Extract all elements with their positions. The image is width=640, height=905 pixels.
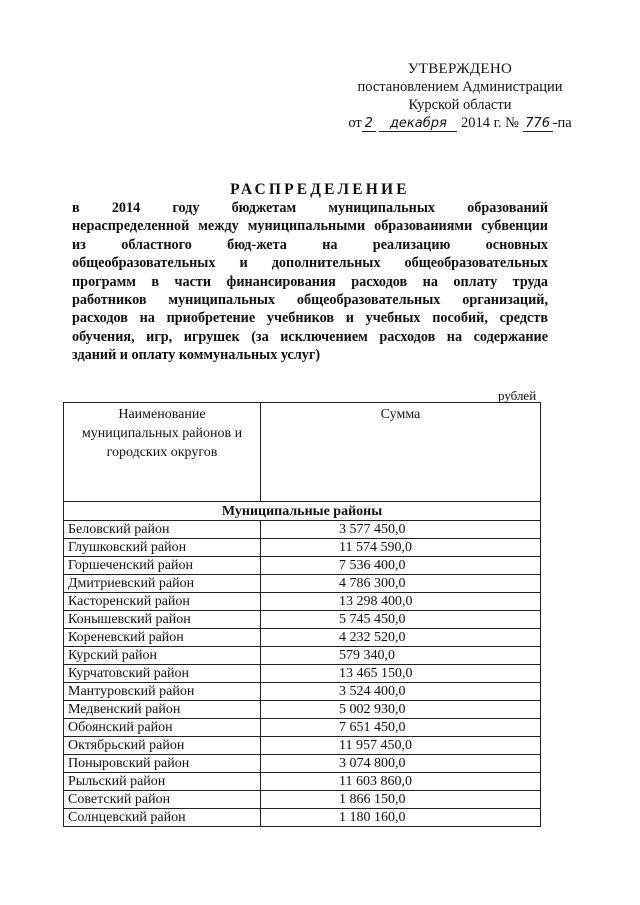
header-name [64,403,261,502]
district-amount: 1 180 160,0 [260,809,540,827]
district-amount: 7 536 400,0 [260,557,540,575]
district-amount: 13 465 150,0 [260,665,540,683]
approval-date-line [330,114,590,132]
table-body [64,502,541,827]
district-amount: 4 232 520,0 [260,629,540,647]
district-amount: 5 745 450,0 [260,611,540,629]
district-name: Дмитриевский район [64,575,261,593]
table-row [64,683,541,701]
district-name: Беловский район [64,521,261,539]
date-month: декабря [379,117,457,132]
subtitle-line: программ в части финансирования расходов на оплату труда [72,273,548,290]
date-prefix: от [348,115,362,131]
document-number-suffix: -па [552,115,572,131]
district-amount: 579 340,0 [260,647,540,665]
table-row [64,539,541,557]
subtitle-line: нераспределенной между муниципальными образованиями субвенции [72,218,548,235]
district-name: Мантуровский район [64,683,261,701]
section-title: Муниципальные районы [64,502,541,521]
district-name: Курчатовский район [64,665,261,683]
header-name-text: Наименование муниципальных районов и городских округов [81,407,243,460]
approval-line-1: постановлением Администрации [357,79,563,95]
table-row [64,575,541,593]
table-row [64,701,541,719]
units-label: рублей [498,388,537,403]
table-section-row [64,502,541,521]
subtitle-line: расходов на приобретение учебников и учебных пособий, средств [72,310,548,327]
district-name: Кореневский район [64,629,261,647]
table-row [64,719,541,737]
subtitle-line: работников муниципальных общеобразовательных организаций, [72,292,548,309]
subtitle-line: обучения, игр, игрушек (за исключением расходов на содержание [72,328,548,345]
header-sum: Сумма [260,403,540,502]
approval-title: УТВЕРЖДЕНО [407,61,513,77]
table-row [64,521,541,539]
district-amount: 11 574 590,0 [260,539,540,557]
approval-block [330,60,590,132]
district-amount: 3 524 400,0 [260,683,540,701]
table-row [64,665,541,683]
district-amount: 1 866 150,0 [260,791,540,809]
district-name: Октябрьский район [64,737,261,755]
table-row [64,755,541,773]
district-name: Глушковский район [64,539,261,557]
document-subtitle [72,199,548,365]
district-name: Советский район [64,791,261,809]
district-name: Касторенский район [64,593,261,611]
district-amount: 11 603 860,0 [260,773,540,791]
district-name: Солнцевский район [64,809,261,827]
table-header-row [64,403,541,502]
district-name: Обоянский район [64,719,261,737]
table-row [64,557,541,575]
district-amount: 3 074 800,0 [260,755,540,773]
table-row [64,611,541,629]
table-row [64,791,541,809]
district-amount: 5 002 930,0 [260,701,540,719]
document-number: 776 [523,117,553,132]
date-year: 2014 г. № [460,115,520,131]
district-name: Конышевский район [64,611,261,629]
district-amount: 11 957 450,0 [260,737,540,755]
approval-line-2: Курской области [408,97,512,113]
district-name: Поныровский район [64,755,261,773]
distribution-table [63,402,541,827]
district-name: Медвенский район [64,701,261,719]
district-amount: 13 298 400,0 [260,593,540,611]
subtitle-line: зданий и оплату коммунальных услуг) [72,347,321,364]
subtitle-line: общеобразовательных и дополнительных общеобразовательных [72,255,548,272]
table-row [64,593,541,611]
subtitle-line: в 2014 году бюджетам муниципальных образований [72,200,548,216]
table-row [64,773,541,791]
table-row [64,809,541,827]
district-amount: 3 577 450,0 [260,521,540,539]
date-day: 2 [362,117,376,132]
district-name: Курский район [64,647,261,665]
table-row [64,647,541,665]
district-amount: 4 786 300,0 [260,575,540,593]
subtitle-line: из областного бюд-жета на реализацию основных [72,236,548,253]
document-title: РАСПРЕДЕЛЕНИЕ [230,181,410,198]
district-name: Рыльский район [64,773,261,791]
district-name: Горшеченский район [64,557,261,575]
district-amount: 7 651 450,0 [260,719,540,737]
table-row [64,629,541,647]
table-row [64,737,541,755]
